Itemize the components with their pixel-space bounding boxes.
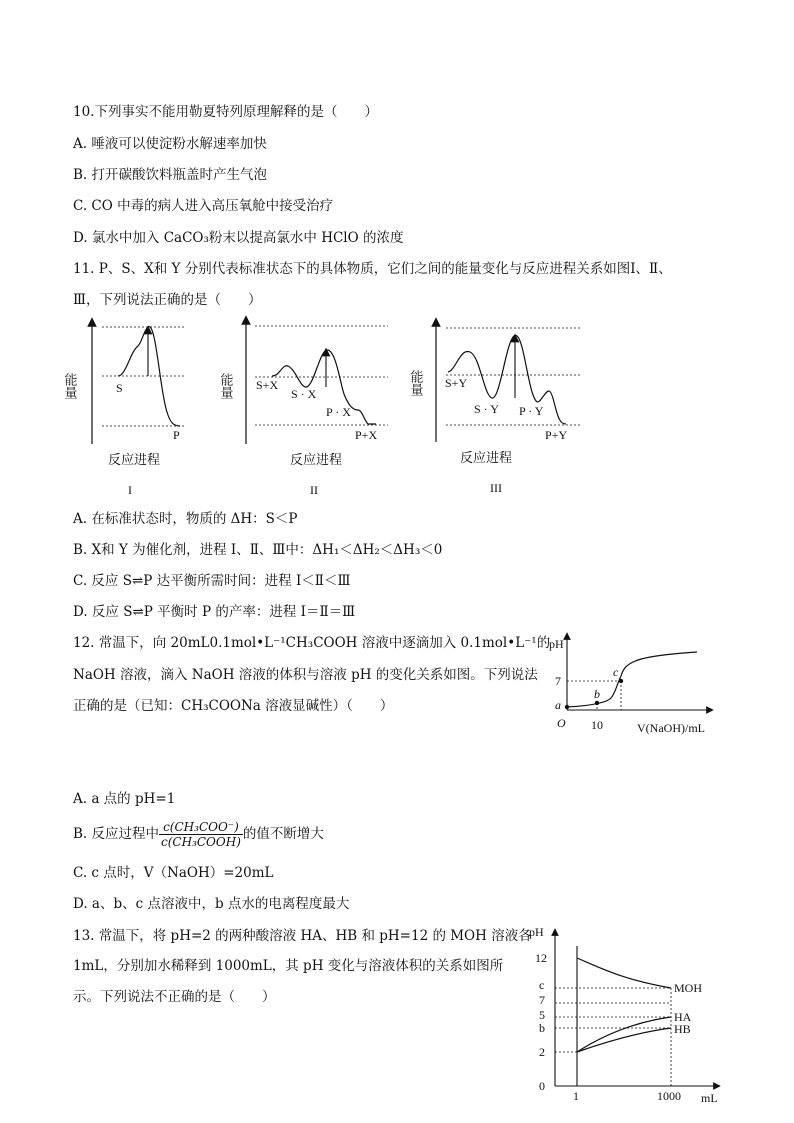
q13-series-hb-label: HB [674,1022,691,1036]
q11-p1-roman: I [128,483,132,497]
q10-stem: 10.下列事实不能用勒夏特列原理解释的是（ ） [73,104,378,120]
q12-option-b-prefix: B. 反应过程中 [73,826,160,842]
q11-p3-sy-label: S+Y [445,376,468,390]
q11-p3-py-label: P+Y [545,428,568,442]
q11-p2-sx-label: S+X [256,378,279,392]
q11-stem-line1: 11. P、S、X和 Y 分别代表标准状态下的具体物质，它们之间的能量变化与反应进程关系如图Ⅰ、Ⅱ、 [73,261,672,277]
q13-hb-curve [577,1028,671,1052]
q11-p2-px-label: P+X [355,428,378,442]
q12-option-c: C. c 点时，V（NaOH）=20mL [73,865,274,881]
q11-p3-process-label: 反应进程 [460,450,513,465]
q11-stem-line2: Ⅲ，下列说法正确的是（ ） [73,292,262,308]
q11-p1-process-label: 反应进程 [108,452,161,467]
q11-option-d: D. 反应 S⇌P 平衡时 P 的产率：进程 Ⅰ＝Ⅱ＝Ⅲ [73,604,356,620]
q11-p2-p-dot-x-label: P · X [326,405,351,419]
q13-stem-line2: 1mL，分别加水稀释到 1000mL，其 pH 变化与溶液体积的关系如图所 [73,958,504,974]
q13-y-tick-c: c [539,978,545,992]
q12-point-b-label: b [594,687,600,701]
q13-y-axis-label: pH [529,925,544,939]
q12-stem-line3: 正确的是（已知：CH₃COONa 溶液显碱性）（ ） [73,698,394,714]
q11-panel-3 [409,322,581,495]
q13-y-tick-b: b [539,1021,545,1035]
q12-stem-line2: NaOH 溶液，滴入 NaOH 溶液的体积与溶液 pH 的变化关系如图。下列说法 [73,667,538,683]
q13-y-tick-7: 7 [539,993,545,1007]
q12-stem-line1: 12. 常温下，向 20mL0.1mol•L⁻¹CH₃COOH 溶液中逐滴加入 0.1mol•L⁻¹的 [73,635,551,651]
q10-option-c: C. CO 中毒的病人进入高压氧舱中接受治疗 [73,198,334,214]
q13-y-tick-12: 12 [535,951,547,965]
q13-dilution-graph [525,922,735,1110]
q13-x-tick-1: 1 [573,1089,579,1103]
q11-panel-1 [63,322,187,497]
q12-point-c-label: c [613,665,619,679]
q11-option-a: A. 在标准状态时，物质的 ΔH：S＜P [73,511,298,527]
q13-stem-line3: 示。下列说法不正确的是（ ） [73,989,276,1005]
q11-p2-roman: II [310,483,318,497]
q13-series-moh-label: MOH [674,981,703,995]
q12-x-axis-label: V(NaOH)/mL [637,721,705,735]
q13-x-tick-1000: 1000 [657,1089,681,1103]
q13-series-ha-label: HA [674,1010,692,1024]
q11-p3-p-dot-y-label: P · Y [519,404,544,418]
q12-option-b-fraction [159,820,243,849]
q12-option-d: D. a、b、c 点溶液中，b 点水的电离程度最大 [73,896,350,912]
q11-p1-p-label: P [173,428,180,442]
q11-option-b: B. X和 Y 为催化剂，进程 Ⅰ、Ⅱ、Ⅲ中：ΔH₁＜ΔH₂＜ΔH₃＜0 [73,542,443,558]
q13-stem-line1: 13. 常温下，将 pH=2 的两种酸溶液 HA、HB 和 pH=12 的 MOH 溶液各 [73,928,532,944]
q12-fraction-denominator: c(CH₃COOH) [161,835,241,849]
q12-x-tick-10: 10 [591,718,603,732]
q10-option-d: D. 氯水中加入 CaCO₃粉末以提高氯水中 HClO 的浓度 [73,230,404,246]
q13-y-tick-2: 2 [539,1045,545,1059]
q12-y-tick-7: 7 [555,674,561,688]
q12-y-axis-label: pH [549,637,564,651]
q11-p1-s-label: S [116,381,123,395]
q11-p3-roman: III [490,481,502,495]
q11-energy-diagram [60,312,600,504]
q12-titration-curve [545,628,730,740]
q11-p3-s-dot-y-label: S · Y [474,402,499,416]
q12-origin-label: O [557,716,566,730]
q12-option-a: A. a 点的 pH=1 [73,791,176,807]
q11-p1-energy-label-top: 能量 [62,373,78,399]
q11-p2-process-label: 反应进程 [290,452,343,467]
q13-moh-curve [577,958,671,988]
q11-p2-energy-label: 能量 [218,373,234,399]
q10-option-b: B. 打开碳酸饮料瓶盖时产生气泡 [73,167,268,183]
q13-y-tick-0: 0 [539,1079,545,1093]
q12-option-b [73,816,324,852]
q10-option-a: A. 唾液可以使淀粉水解速率加快 [73,136,267,152]
q12-fraction-numerator: c(CH₃COO⁻) [159,820,243,835]
q11-p3-energy-label: 能量 [408,370,424,396]
q11-panel-2 [219,320,389,497]
q11-option-c: C. 反应 S⇌P 达平衡所需时间：进程 Ⅰ＜Ⅱ＜Ⅲ [73,573,351,589]
q12-point-a-label: a [555,698,561,712]
q13-x-unit-label: mL [701,1091,718,1105]
q12-option-b-suffix: 的值不断增大 [242,826,324,842]
q13-y-tick-5: 5 [539,1008,545,1022]
q11-p2-s-dot-x-label: S · X [291,387,317,401]
